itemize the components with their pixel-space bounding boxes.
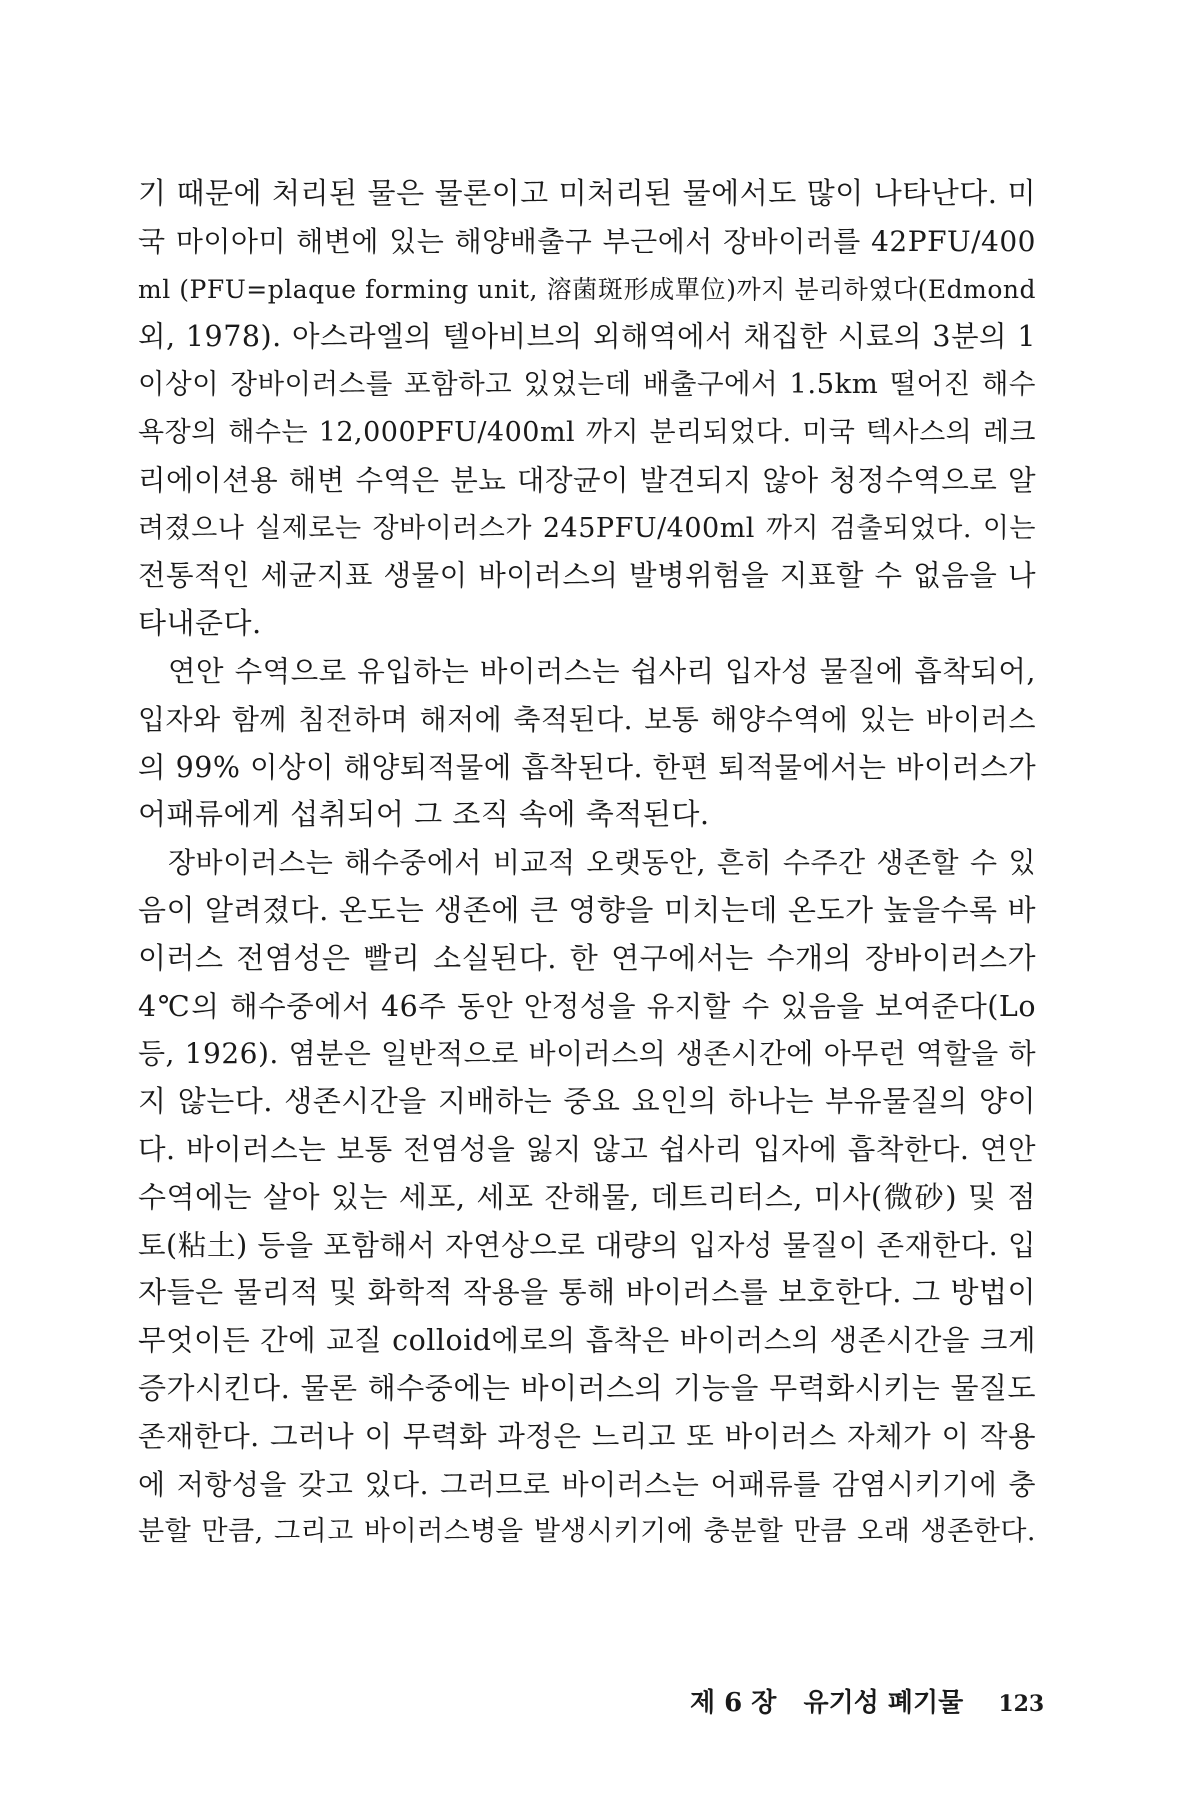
text-line: 무엇이든 간에 교질 colloid에로의 흡착은 바이러스의 생존시간을 크게 [138, 1324, 1036, 1358]
text-line: 의 99% 이상이 해양퇴적물에 흡착된다. 한편 퇴적물에서는 바이러스가 [138, 750, 1037, 784]
text-line: 증가시킨다. 물론 해수중에는 바이러스의 기능을 무력화시키는 물질도 [138, 1370, 1036, 1405]
text-line: 지 않는다. 생존시간을 지배하는 중요 요인의 하나는 부유물질의 양이 [138, 1084, 1036, 1119]
text-line: 연안 수역으로 유입하는 바이러스는 쉽사리 입자성 물질에 흡착되어, [168, 654, 1036, 688]
text-line: 토(粘土) 등을 포함해서 자연상으로 대량의 입자성 물질이 존재한다. 입 [138, 1228, 1036, 1262]
text-line: 리에이션용 해변 수역은 분뇨 대장균이 발견되지 않아 청정수역으로 알 [138, 463, 1036, 497]
text-line: 등, 1926). 염분은 일반적으로 바이러스의 생존시간에 아무런 역할을 하 [138, 1037, 1036, 1071]
text-line: 이상이 장바이러스를 포함하고 있었는데 배출구에서 1.5km 떨어진 해수 [138, 368, 1036, 401]
text-line: 이러스 전염성은 빨리 소실된다. 한 연구에서는 수개의 장바이러스가 [138, 940, 1036, 975]
text-line: 기 때문에 처리된 물은 물론이고 미처리된 물에서도 많이 나타난다. 미 [138, 176, 1036, 210]
text-line: 음이 알려졌다. 온도는 생존에 큰 영향을 미치는데 온도가 높을수록 바 [138, 892, 1036, 927]
text-line: 욕장의 해수는 12,000PFU/400ml 까지 분리되었다. 미국 텍사스의 레크 [138, 416, 1036, 448]
text-line: 외, 1978). 아스라엘의 텔아비브의 외해역에서 채집한 시료의 3분의 1 [138, 320, 1036, 354]
text-line: 전통적인 세균지표 생물이 바이러스의 발병위험을 지표할 수 없음을 나 [138, 559, 1036, 593]
text-line: 수역에는 살아 있는 세포, 세포 잔해물, 데트리터스, 미사(微砂) 및 점 [138, 1179, 1036, 1214]
page-footer [690, 1683, 1045, 1723]
text-line: 타내준다. [138, 606, 262, 641]
text-line: 자들은 물리적 및 화학적 작용을 통해 바이러스를 보호한다. 그 방법이 [138, 1275, 1036, 1310]
text-line: 입자와 함께 침전하며 해저에 축적된다. 보통 해양수역에 있는 바이러스 [138, 702, 1036, 736]
text-line: 어패류에게 섭취되어 그 조직 속에 축적된다. [138, 797, 710, 832]
text-line: 에 저항성을 갖고 있다. 그러므로 바이러스는 어패류를 감염시키기에 충 [138, 1467, 1036, 1501]
text-line: ml (PFU=plaque forming unit, 溶菌斑形成單位)까지 분리하였다(Edmond [138, 274, 1036, 304]
text-line: 다. 바이러스는 보통 전염성을 잃지 않고 쉽사리 입자에 흡착한다. 연안 [138, 1132, 1036, 1166]
body-text [138, 170, 1036, 1556]
text-line: 국 마이아미 해변에 있는 해양배출구 부근에서 장바이러를 42PFU/400 [138, 224, 1036, 258]
text-line: 려졌으나 실제로는 장바이러스가 245PFU/400ml 까지 검출되었다. 이는 [138, 512, 1036, 544]
footer-chapter: 제 6 장 [690, 1688, 777, 1718]
text-line: 분할 만큼, 그리고 바이러스병을 발생시키기에 충분할 만큼 오래 생존한다. [138, 1516, 1036, 1548]
text-line: 장바이러스는 해수중에서 비교적 오랫동안, 흔히 수주간 생존할 수 있 [168, 846, 1036, 880]
text-line: 존재한다. 그러나 이 무력화 과정은 느리고 또 바이러스 자체가 이 작용 [138, 1419, 1036, 1453]
footer-chapter-title: 유기성 폐기물 [803, 1688, 964, 1718]
text-line: 4℃의 해수중에서 46주 동안 안정성을 유지할 수 있음을 보여준다(Lo [138, 989, 1036, 1023]
page-number: 123 [998, 1691, 1045, 1717]
